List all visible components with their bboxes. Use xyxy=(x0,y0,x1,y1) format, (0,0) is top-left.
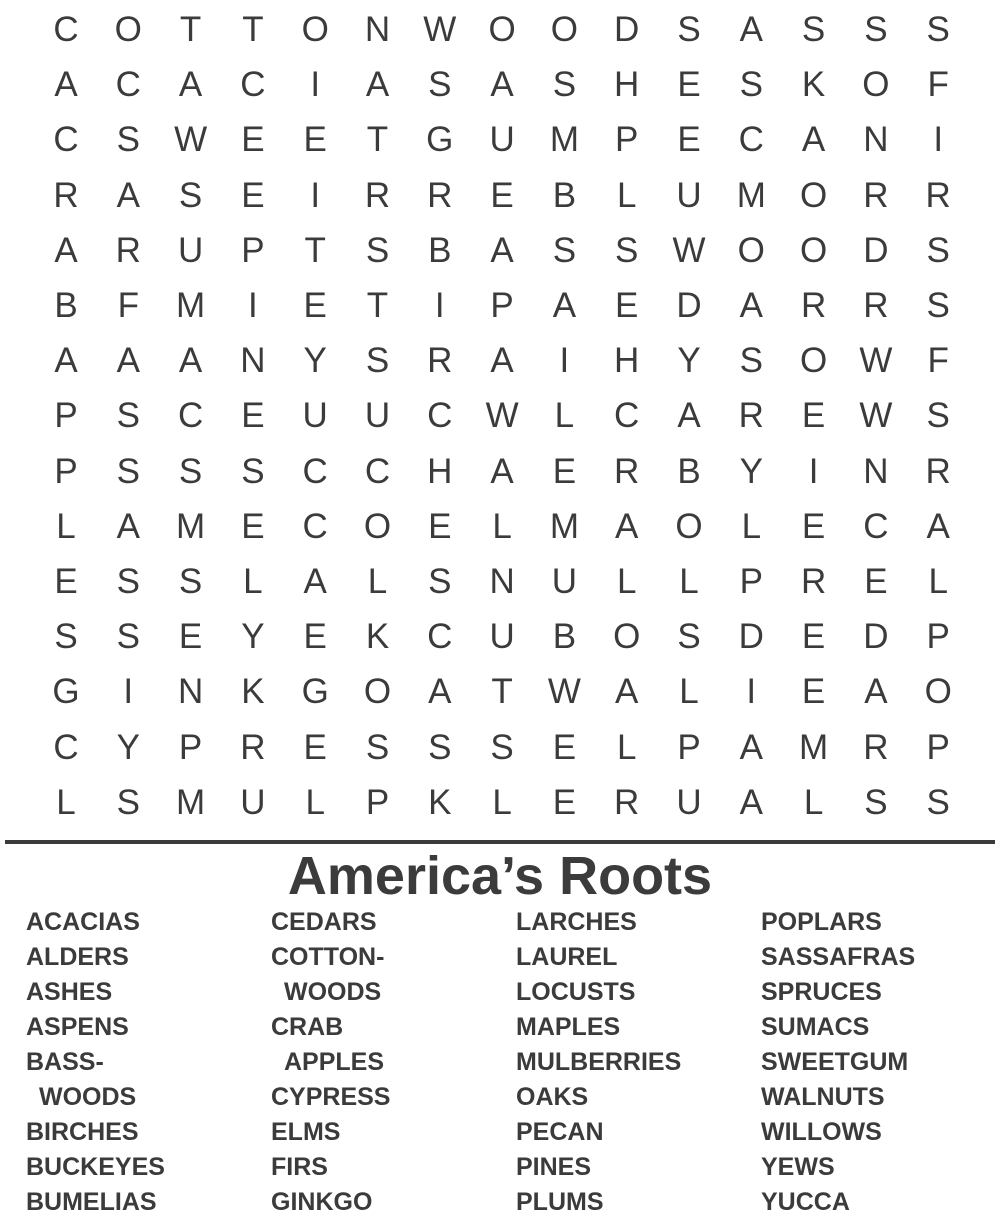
grid-letter[interactable]: R xyxy=(427,175,453,215)
grid-letter[interactable]: L xyxy=(367,562,388,601)
word-list-item: WOODS xyxy=(284,978,382,1006)
grid-letter[interactable]: S xyxy=(864,782,888,822)
grid-letter[interactable]: E xyxy=(303,286,327,325)
grid-letter[interactable]: S xyxy=(178,562,203,601)
word-list-item: COTTON- xyxy=(271,943,385,971)
grid-letter[interactable]: C xyxy=(738,120,764,160)
grid-letter[interactable]: A xyxy=(490,65,514,105)
word-list-item: BUCKEYES xyxy=(26,1153,165,1181)
grid-letter[interactable]: M xyxy=(176,506,206,546)
word-list-item: APPLES xyxy=(284,1048,385,1076)
grid-letter[interactable]: K xyxy=(801,65,826,105)
grid-letter[interactable]: C xyxy=(427,617,453,657)
grid-letter[interactable]: E xyxy=(677,120,701,160)
word-column xyxy=(26,905,266,1220)
grid-letter[interactable]: E xyxy=(801,396,826,436)
grid-letter[interactable]: U xyxy=(489,617,515,657)
grid-letter[interactable]: P xyxy=(178,727,203,767)
grid-letter[interactable]: A xyxy=(739,286,763,325)
grid-letter[interactable]: S xyxy=(926,10,950,49)
word-list-item: BIRCHES xyxy=(26,1118,139,1146)
grid-letter[interactable]: A xyxy=(428,672,452,712)
grid-letter[interactable]: L xyxy=(616,562,637,601)
grid-letter[interactable]: L xyxy=(679,562,699,601)
word-column xyxy=(271,905,511,1220)
grid-letter[interactable]: B xyxy=(428,230,452,270)
word-list-item: SUMACS xyxy=(761,1013,870,1041)
grid-letter[interactable]: U xyxy=(489,120,515,160)
word-list-item: PECAN xyxy=(516,1118,604,1146)
grid-letter[interactable]: S xyxy=(677,10,701,49)
word-list-item: LARCHES xyxy=(516,908,637,936)
grid-row xyxy=(0,168,1000,223)
grid-letter[interactable]: O xyxy=(301,10,329,49)
grid-letter[interactable]: A xyxy=(490,341,514,381)
grid-letter[interactable]: W xyxy=(485,396,519,436)
grid-letter[interactable]: H xyxy=(427,451,453,491)
grid-letter[interactable]: L xyxy=(243,562,263,601)
word-list xyxy=(0,905,1000,1225)
grid-letter[interactable]: L xyxy=(803,782,824,822)
grid-letter[interactable]: K xyxy=(241,672,265,712)
grid-letter[interactable]: A xyxy=(615,506,639,546)
grid-letter[interactable]: I xyxy=(434,286,445,325)
grid-row xyxy=(0,223,1000,278)
grid-letter[interactable]: M xyxy=(799,727,829,767)
grid-letter[interactable]: T xyxy=(491,672,513,712)
grid-letter[interactable]: I xyxy=(310,175,321,215)
word-list-item: PLUMS xyxy=(516,1188,604,1216)
grid-letter[interactable]: A xyxy=(178,65,203,105)
grid-letter[interactable]: L xyxy=(616,727,637,767)
grid-letter[interactable]: W xyxy=(859,341,893,381)
grid-letter[interactable]: W xyxy=(547,672,581,712)
grid-letter[interactable]: S xyxy=(926,286,950,325)
grid-letter[interactable]: I xyxy=(933,120,944,160)
grid-letter[interactable]: S xyxy=(926,782,950,822)
grid-letter[interactable]: E xyxy=(241,396,265,436)
grid-letter[interactable]: B xyxy=(552,175,577,215)
grid-letter[interactable]: I xyxy=(310,65,321,105)
word-list-item: ALDERS xyxy=(26,943,129,971)
word-list-item: CYPRESS xyxy=(271,1083,391,1111)
grid-letter[interactable]: C xyxy=(614,396,640,436)
word-list-item: BASS- xyxy=(26,1048,104,1076)
grid-letter[interactable]: R xyxy=(364,175,391,215)
grid-letter[interactable]: G xyxy=(426,120,454,160)
word-list-item: SWEETGUM xyxy=(761,1048,909,1076)
grid-letter[interactable]: S xyxy=(116,617,140,657)
grid-letter[interactable]: E xyxy=(178,617,203,657)
grid-letter[interactable]: G xyxy=(301,672,329,712)
grid-letter[interactable]: A xyxy=(178,341,203,381)
grid-letter[interactable]: Y xyxy=(739,451,763,491)
word-list-item: POPLARS xyxy=(761,908,882,936)
grid-letter[interactable]: L xyxy=(554,396,575,436)
grid-letter[interactable]: O xyxy=(799,230,828,270)
word-list-item: GINKGO xyxy=(271,1188,373,1216)
grid-letter[interactable]: L xyxy=(679,672,699,712)
grid-letter[interactable]: R xyxy=(614,782,640,822)
grid-letter[interactable]: R xyxy=(863,727,889,767)
grid-letter[interactable]: E xyxy=(303,120,327,160)
grid-letter[interactable]: P xyxy=(54,396,78,436)
grid-letter[interactable]: R xyxy=(800,562,827,601)
grid-row xyxy=(0,333,1000,388)
grid-letter[interactable]: E xyxy=(677,65,701,105)
grid-letter[interactable]: E xyxy=(552,451,577,491)
word-list-item: LOCUSTS xyxy=(516,978,636,1006)
grid-letter[interactable]: U xyxy=(302,396,328,436)
grid-row xyxy=(0,278,1000,333)
grid-letter[interactable]: E xyxy=(54,562,78,601)
grid-letter[interactable]: N xyxy=(177,672,204,712)
grid-letter[interactable]: S xyxy=(365,727,390,767)
grid-letter[interactable]: E xyxy=(552,727,577,767)
word-list-item: FIRS xyxy=(271,1153,328,1181)
grid-letter[interactable]: O xyxy=(488,10,516,49)
grid-letter[interactable]: P xyxy=(54,451,78,491)
word-list-item: ASPENS xyxy=(26,1013,129,1041)
grid-letter[interactable]: S xyxy=(116,562,140,601)
grid-letter[interactable]: E xyxy=(615,286,639,325)
grid-letter[interactable]: D xyxy=(863,617,889,657)
grid-letter[interactable]: S xyxy=(116,451,140,491)
grid-letter[interactable]: O xyxy=(550,10,578,49)
grid-letter[interactable]: Y xyxy=(241,617,265,657)
grid-letter[interactable]: A xyxy=(116,506,140,546)
grid-letter[interactable]: P xyxy=(926,617,950,657)
word-column xyxy=(761,905,1000,1220)
grid-letter[interactable]: Y xyxy=(116,727,140,767)
grid-row xyxy=(0,664,1000,719)
word-list-item: BUMELIAS xyxy=(26,1188,157,1216)
grid-letter[interactable]: R xyxy=(863,175,889,215)
grid-letter[interactable]: S xyxy=(428,727,452,767)
grid-letter[interactable]: B xyxy=(677,451,701,491)
grid-letter[interactable]: W xyxy=(423,10,457,49)
word-list-item: SPRUCES xyxy=(761,978,882,1006)
grid-row xyxy=(0,554,1000,609)
grid-row xyxy=(0,720,1000,775)
grid-letter[interactable]: L xyxy=(928,562,948,601)
grid-row xyxy=(0,112,1000,167)
grid-letter[interactable]: E xyxy=(801,672,826,712)
grid-letter[interactable]: O xyxy=(799,341,828,381)
grid-letter[interactable]: U xyxy=(551,562,578,601)
grid-letter[interactable]: E xyxy=(241,120,265,160)
grid-letter[interactable]: L xyxy=(741,506,762,546)
grid-letter[interactable]: Y xyxy=(303,341,327,381)
word-list-item: CRAB xyxy=(271,1013,344,1041)
grid-letter[interactable]: S xyxy=(615,230,639,270)
grid-letter[interactable]: E xyxy=(801,506,826,546)
grid-letter[interactable]: L xyxy=(56,782,76,822)
grid-letter[interactable]: A xyxy=(116,341,140,381)
grid-letter[interactable]: L xyxy=(305,782,325,822)
grid-letter[interactable]: U xyxy=(676,175,702,215)
grid-letter[interactable]: R xyxy=(115,230,141,270)
grid-letter[interactable]: L xyxy=(616,175,637,215)
grid-letter[interactable]: A xyxy=(54,65,78,105)
grid-letter[interactable]: S xyxy=(428,562,452,601)
grid-letter[interactable]: S xyxy=(552,65,577,105)
grid-letter[interactable]: T xyxy=(179,10,202,49)
grid-letter[interactable]: C xyxy=(53,120,79,160)
grid-letter[interactable]: S xyxy=(365,230,390,270)
grid-letter[interactable]: F xyxy=(927,65,949,105)
grid-letter[interactable]: R xyxy=(427,341,453,381)
grid-letter[interactable]: M xyxy=(549,120,579,160)
grid-letter[interactable]: S xyxy=(864,10,888,49)
grid-letter[interactable]: U xyxy=(676,782,702,822)
grid-letter[interactable]: U xyxy=(364,396,391,436)
grid-letter[interactable]: S xyxy=(490,727,514,767)
grid-letter[interactable]: D xyxy=(738,617,764,657)
grid-letter[interactable]: A xyxy=(552,286,577,325)
word-list-item: MAPLES xyxy=(516,1013,621,1041)
grid-letter[interactable]: N xyxy=(364,10,391,49)
grid-letter[interactable]: T xyxy=(366,120,389,160)
grid-letter[interactable]: D xyxy=(614,10,640,49)
grid-letter[interactable]: N xyxy=(489,562,515,601)
grid-letter[interactable]: O xyxy=(114,10,142,49)
grid-letter[interactable]: R xyxy=(240,727,266,767)
grid-letter[interactable]: I xyxy=(248,286,258,325)
grid-letter[interactable]: W xyxy=(859,396,893,436)
grid-letter[interactable]: I xyxy=(746,672,757,712)
word-list-item: CEDARS xyxy=(271,908,377,936)
grid-letter[interactable]: F xyxy=(117,286,139,325)
grid-letter[interactable]: R xyxy=(614,451,640,491)
grid-letter[interactable]: C xyxy=(53,727,79,767)
grid-letter[interactable]: A xyxy=(116,175,140,215)
grid-letter[interactable]: S xyxy=(365,341,390,381)
grid-letter[interactable]: N xyxy=(863,120,889,160)
grid-letter[interactable]: H xyxy=(614,341,640,381)
grid-letter[interactable]: A xyxy=(677,396,701,436)
grid-letter[interactable]: N xyxy=(863,451,889,491)
grid-letter[interactable]: A xyxy=(864,672,888,712)
divider xyxy=(5,840,995,844)
grid-letter[interactable]: W xyxy=(672,230,706,270)
grid-letter[interactable]: C xyxy=(177,396,204,436)
grid-letter[interactable]: P xyxy=(677,727,701,767)
grid-letter[interactable]: A xyxy=(801,120,826,160)
grid-letter[interactable]: R xyxy=(925,175,951,215)
grid-letter[interactable]: A xyxy=(739,782,763,822)
grid-letter[interactable]: S xyxy=(54,617,78,657)
puzzle-title: America’s Roots xyxy=(287,846,713,906)
grid-letter[interactable]: I xyxy=(123,672,134,712)
grid-letter[interactable]: S xyxy=(428,65,452,105)
grid-letter[interactable]: U xyxy=(240,782,266,822)
word-list-item: SASSAFRAS xyxy=(761,943,916,971)
grid-row xyxy=(0,499,1000,554)
grid-letter[interactable]: B xyxy=(54,286,78,325)
grid-letter[interactable]: E xyxy=(241,175,265,215)
grid-letter[interactable]: C xyxy=(240,65,266,105)
grid-letter[interactable]: C xyxy=(115,65,141,105)
grid-letter[interactable]: O xyxy=(363,506,392,546)
grid-letter[interactable]: E xyxy=(552,782,577,822)
grid-letter[interactable]: M xyxy=(176,286,206,325)
grid-letter[interactable]: E xyxy=(303,617,327,657)
grid-row xyxy=(0,444,1000,499)
grid-letter[interactable]: E xyxy=(864,562,888,601)
word-list-item: ACACIAS xyxy=(26,908,140,936)
grid-row xyxy=(0,388,1000,443)
grid-letter[interactable]: R xyxy=(800,286,827,325)
grid-letter[interactable]: K xyxy=(428,782,452,822)
grid-letter[interactable]: M xyxy=(549,506,579,546)
grid-letter[interactable]: P xyxy=(241,230,265,270)
grid-letter[interactable]: N xyxy=(240,341,266,381)
grid-letter[interactable]: A xyxy=(54,341,78,381)
word-column xyxy=(516,905,756,1220)
grid-letter[interactable]: O xyxy=(862,65,890,105)
grid-letter[interactable]: S xyxy=(739,65,763,105)
grid-letter[interactable]: S xyxy=(926,230,950,270)
grid-letter[interactable]: I xyxy=(559,341,570,381)
grid-letter[interactable]: D xyxy=(676,286,702,325)
grid-row xyxy=(0,775,1000,830)
grid-letter[interactable]: E xyxy=(241,506,265,546)
grid-letter[interactable]: S xyxy=(178,175,203,215)
word-list-item: YEWS xyxy=(761,1153,835,1181)
grid-letter[interactable]: A xyxy=(490,451,514,491)
grid-letter[interactable]: T xyxy=(242,10,264,49)
grid-letter[interactable]: M xyxy=(176,782,206,822)
grid-letter[interactable]: K xyxy=(365,617,390,657)
word-list-item: WILLOWS xyxy=(761,1118,882,1146)
grid-letter[interactable]: L xyxy=(492,782,512,822)
grid-letter[interactable]: A xyxy=(739,10,763,49)
grid-letter[interactable]: F xyxy=(927,341,949,381)
grid-letter[interactable]: M xyxy=(736,175,766,215)
grid-letter[interactable]: S xyxy=(552,230,577,270)
grid-row xyxy=(0,2,1000,57)
grid-letter[interactable]: B xyxy=(552,617,577,657)
word-list-item: ASHES xyxy=(26,978,113,1006)
grid-letter[interactable]: R xyxy=(925,451,951,491)
grid-letter[interactable]: C xyxy=(302,451,328,491)
grid-letter[interactable]: P xyxy=(490,286,514,325)
grid-letter[interactable]: T xyxy=(366,286,389,325)
grid-letter[interactable]: C xyxy=(302,506,328,546)
grid-row xyxy=(0,609,1000,664)
grid-letter[interactable]: S xyxy=(116,782,140,822)
grid-letter[interactable]: S xyxy=(926,396,950,436)
word-list-item: MULBERRIES xyxy=(516,1048,682,1076)
grid-letter[interactable]: H xyxy=(614,65,640,105)
grid-letter[interactable]: E xyxy=(428,506,452,546)
word-list-item: OAKS xyxy=(516,1083,589,1111)
grid-letter[interactable]: S xyxy=(677,617,701,657)
grid-letter[interactable]: G xyxy=(52,672,80,712)
grid-letter[interactable]: O xyxy=(363,672,392,712)
word-list-item: PINES xyxy=(516,1153,592,1181)
grid-letter[interactable]: D xyxy=(863,230,889,270)
grid-letter[interactable]: P xyxy=(365,782,390,822)
grid-letter[interactable]: U xyxy=(177,230,204,270)
grid-letter[interactable]: P xyxy=(739,562,763,601)
grid-letter[interactable]: A xyxy=(490,230,514,270)
grid-letter[interactable]: S xyxy=(116,120,140,160)
grid-letter[interactable]: S xyxy=(739,341,763,381)
grid-letter[interactable]: O xyxy=(613,617,641,657)
grid-letter[interactable]: A xyxy=(615,672,639,712)
grid-letter[interactable]: O xyxy=(924,672,952,712)
grid-letter[interactable]: R xyxy=(863,286,889,325)
grid-letter[interactable]: P xyxy=(926,727,950,767)
grid-letter[interactable]: A xyxy=(303,562,327,601)
grid-letter[interactable]: A xyxy=(926,506,950,546)
grid-letter[interactable]: P xyxy=(615,120,639,160)
word-list-item: WALNUTS xyxy=(761,1083,885,1111)
grid-letter[interactable]: T xyxy=(304,230,326,270)
grid-letter[interactable]: A xyxy=(54,230,78,270)
grid-letter[interactable]: C xyxy=(53,10,79,49)
word-list-item: YUCCA xyxy=(761,1188,850,1216)
grid-letter[interactable]: E xyxy=(490,175,514,215)
grid-letter[interactable]: L xyxy=(492,506,512,546)
word-list-item: WOODS xyxy=(39,1083,137,1111)
word-list-item: ELMS xyxy=(271,1118,341,1146)
word-list-item: LAUREL xyxy=(516,943,618,971)
grid-row xyxy=(0,57,1000,112)
grid-letter[interactable]: I xyxy=(808,451,819,491)
grid-letter[interactable]: L xyxy=(56,506,76,546)
grid-letter[interactable]: Y xyxy=(677,341,701,381)
grid-letter[interactable]: S xyxy=(241,451,265,491)
grid-letter[interactable]: C xyxy=(364,451,391,491)
grid-letter[interactable]: C xyxy=(863,506,889,546)
grid-letter[interactable]: E xyxy=(303,727,327,767)
grid-letter[interactable]: R xyxy=(738,396,764,436)
grid-letter[interactable]: S xyxy=(116,396,140,436)
grid-letter[interactable]: O xyxy=(737,230,765,270)
grid-letter[interactable]: O xyxy=(799,175,828,215)
grid-letter[interactable]: R xyxy=(53,175,79,215)
grid-letter[interactable]: W xyxy=(174,120,208,160)
grid-letter[interactable]: E xyxy=(801,617,826,657)
grid-letter[interactable]: S xyxy=(178,451,203,491)
grid-letter[interactable]: O xyxy=(675,506,703,546)
grid-letter[interactable]: S xyxy=(801,10,826,49)
grid-letter[interactable]: C xyxy=(427,396,453,436)
grid-letter[interactable]: A xyxy=(365,65,390,105)
grid-letter[interactable]: A xyxy=(739,727,763,767)
